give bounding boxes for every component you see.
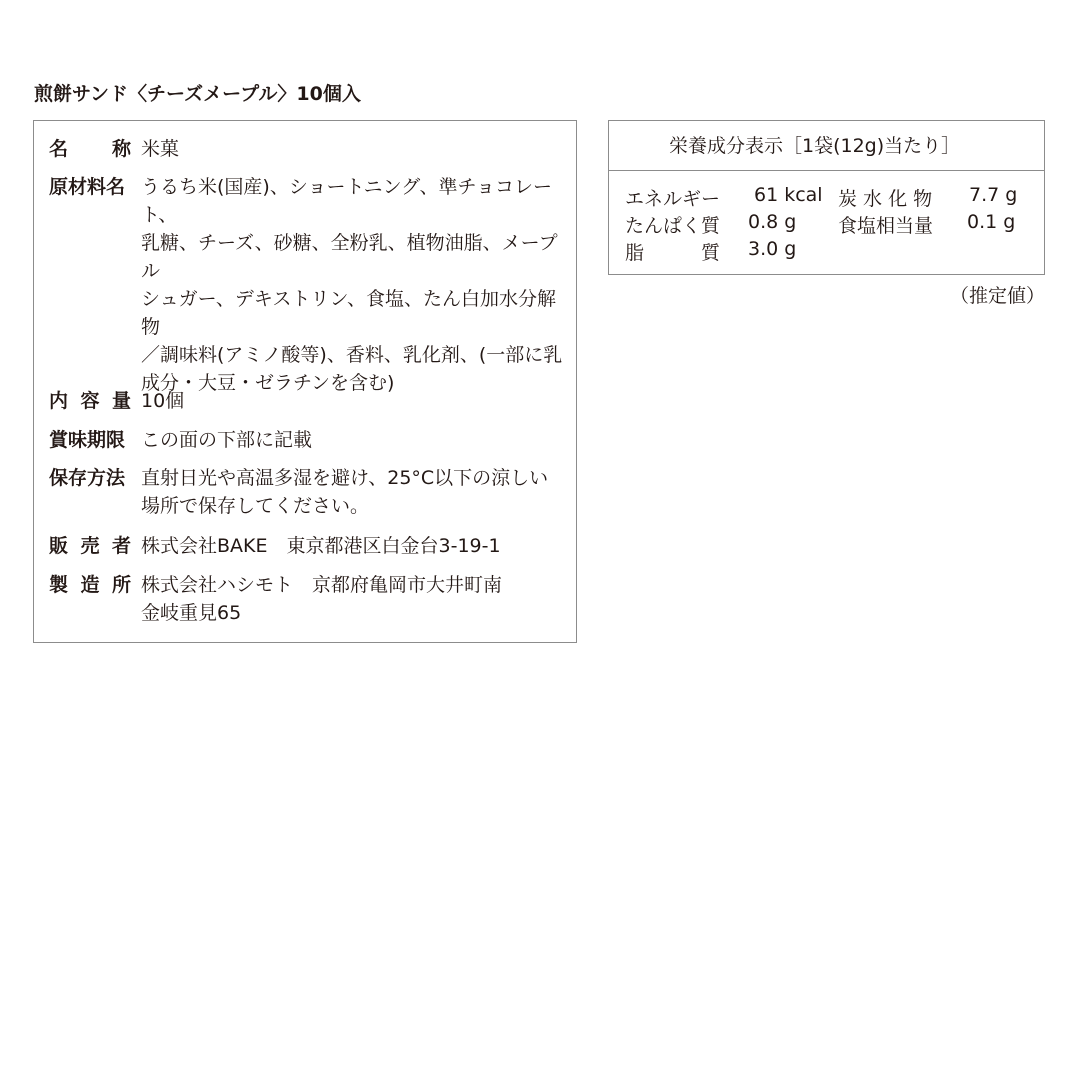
label-key-ingredients (49, 173, 131, 201)
product-title: 煎餅サンド〈チーズメープル〉10個入 (34, 83, 361, 105)
key-char: 者 (111, 535, 131, 557)
label-key-name (49, 135, 131, 163)
nutrition-salt-value: 0.1 g (967, 211, 1016, 233)
nutrition-salt-label: 食塩相当量 (838, 215, 934, 237)
label-key-quantity (49, 387, 131, 415)
key-char: 販 (49, 535, 69, 557)
key-char: 所 (111, 574, 131, 596)
nutrition-energy-label: エネルギー (625, 188, 721, 210)
label-key-seller (49, 532, 131, 560)
key-char: 量 (111, 390, 131, 412)
key-text: 原材料名 (49, 176, 126, 198)
key-char: 内 (49, 390, 69, 412)
nutrition-heading: 栄養成分表示［1袋(12g)当たり］ (609, 121, 1044, 171)
label-key-storage (49, 464, 131, 492)
nutrition-protein-value: 0.8 g (748, 211, 797, 233)
label-value-best-before: この面の下部に記載 (141, 429, 313, 451)
key-text: 賞味期限 (49, 429, 126, 451)
estimate-note: （推定値） (949, 285, 1045, 307)
key-char: 造 (80, 574, 100, 596)
label-value-manufacturer: 株式会社ハシモト 京都府亀岡市大井町南 金岐重見65 (141, 574, 503, 624)
label-value-quantity: 10個 (141, 390, 185, 412)
nutrition-fat-label: 脂 質 (625, 242, 721, 264)
nutrition-protein-label: たんぱく質 (625, 215, 721, 237)
label-key-best-before (49, 426, 131, 454)
key-text: 保存方法 (49, 467, 126, 489)
label-value-name: 米菓 (141, 138, 180, 160)
nutrition-energy-value: 61 kcal (754, 184, 823, 206)
nutrition-carbs-value: 7.7 g (969, 184, 1018, 206)
product-label-table (33, 120, 577, 643)
key-char: 称 (111, 138, 131, 160)
key-char: 名 (49, 138, 69, 160)
key-char: 製 (49, 574, 69, 596)
label-key-manufacturer (49, 571, 131, 599)
nutrition-facts-table (608, 120, 1045, 275)
key-char: 売 (80, 535, 100, 557)
nutrition-carbs-label: 炭 水 化 物 (838, 188, 933, 210)
label-value-storage: 直射日光や高温多湿を避け、25°C以下の涼しい 場所で保存してください。 (141, 467, 549, 517)
label-value-ingredients: うるち米(国産)、ショートニング、準チョコレート、 乳糖、チーズ、砂糖、全粉乳、植物油脂、メープル シュガー、デキストリン、食塩、たん白加水分解物 ／調味料(アミノ酸等)、香料、乳化剤、(一部に乳 成分・大豆・ゼラチンを含む) (141, 176, 563, 394)
label-value-seller: 株式会社BAKE 東京都港区白金台3-19-1 (141, 535, 501, 557)
nutrition-fat-value: 3.0 g (748, 238, 797, 260)
key-char: 容 (80, 390, 100, 412)
